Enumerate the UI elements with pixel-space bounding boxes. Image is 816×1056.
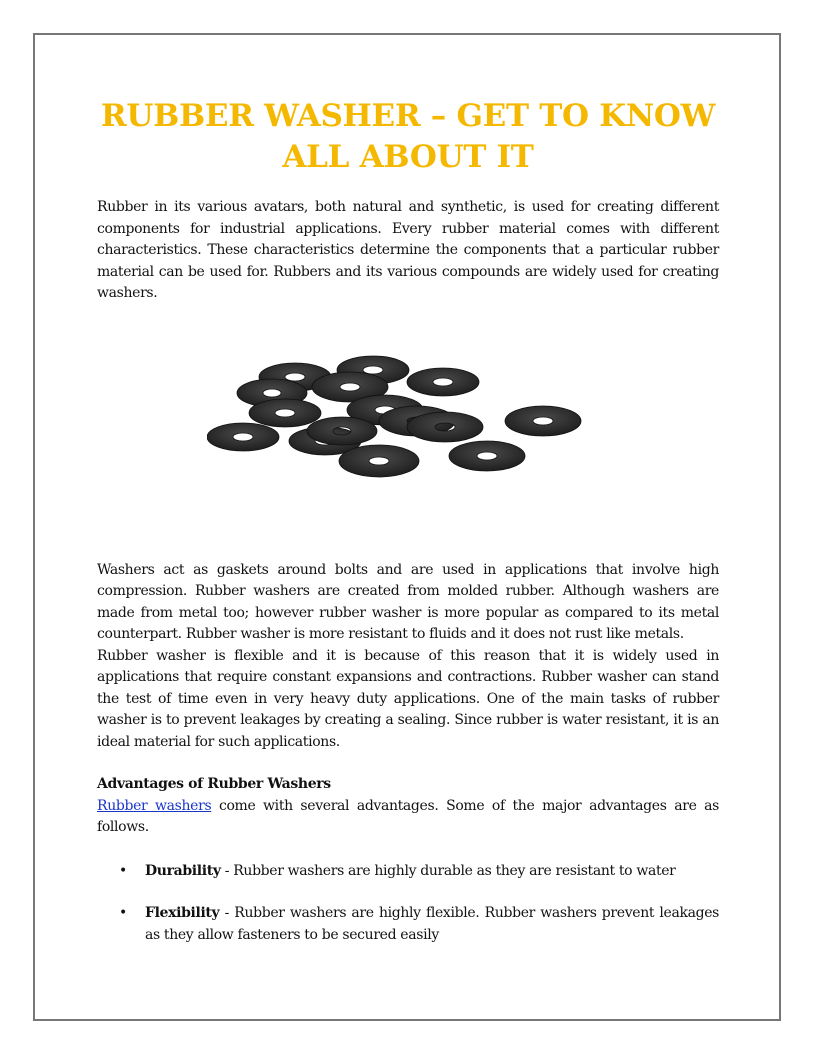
washer [407,368,479,396]
advantage-term: Flexibility [145,905,220,921]
washer [505,405,581,435]
list-item [97,903,719,946]
list-item [97,861,719,883]
advantages-intro-text: come with several advantages. Some of the major advantages are as follows. [97,797,720,835]
advantage-text: - Rubber washers are highly durable as they are resistant to water [220,862,676,879]
advantage-text: - Rubber washers are highly flexible. Rubber washers prevent leakages as they allow fasteners to be secured easily [145,905,719,943]
washer [207,423,279,451]
advantages-intro [97,796,719,839]
advantages-list [97,861,719,947]
washer [339,445,419,477]
flexibility-paragraph: Rubber washer is flexible and it is because of this reason that it is widely used in applications that require constant expansions and contractions. Rubber washer can stand the test of time even in very heavy duty applications. One of the main tasks of rubber washer is to prevent leakages by creating a sealing. Since rubber is water resistant, it is an ideal material for such applications. [97,647,719,750]
rubber-washers-image [97,355,719,485]
rubber-washers-link[interactable]: Rubber washers [97,797,212,814]
washer [249,399,321,427]
document-body [97,96,719,946]
washers-paragraph: Washers act as gaskets around bolts and are used in applications that involve high compression. Rubber washers are created from molded rubber. Although washers are made from metal too; however rubber washer is more popular as compared to its metal counterpart. Rubber washer is more resistant to fluids and it does not rust like metals. [97,561,719,642]
page-title: RUBBER WASHER – GET TO KNOW ALL ABOUT IT [100,98,716,175]
bullet-icon: • [119,905,127,921]
washers-illustration [207,355,587,485]
advantages-heading: Advantages of Rubber Washers [97,776,331,792]
advantage-term: Durability [145,862,221,879]
washer-group [207,356,581,477]
bullet-icon: • [119,862,127,879]
washer [449,441,525,471]
intro-paragraph: Rubber in its various avatars, both natural and synthetic, is used for creating different components for industrial applications. Every rubber material comes with different characteristics. These characteristics determine the components that a particular rubber material can be used for. Rubbers and its various compounds are widely used for creating washers. [97,199,719,301]
